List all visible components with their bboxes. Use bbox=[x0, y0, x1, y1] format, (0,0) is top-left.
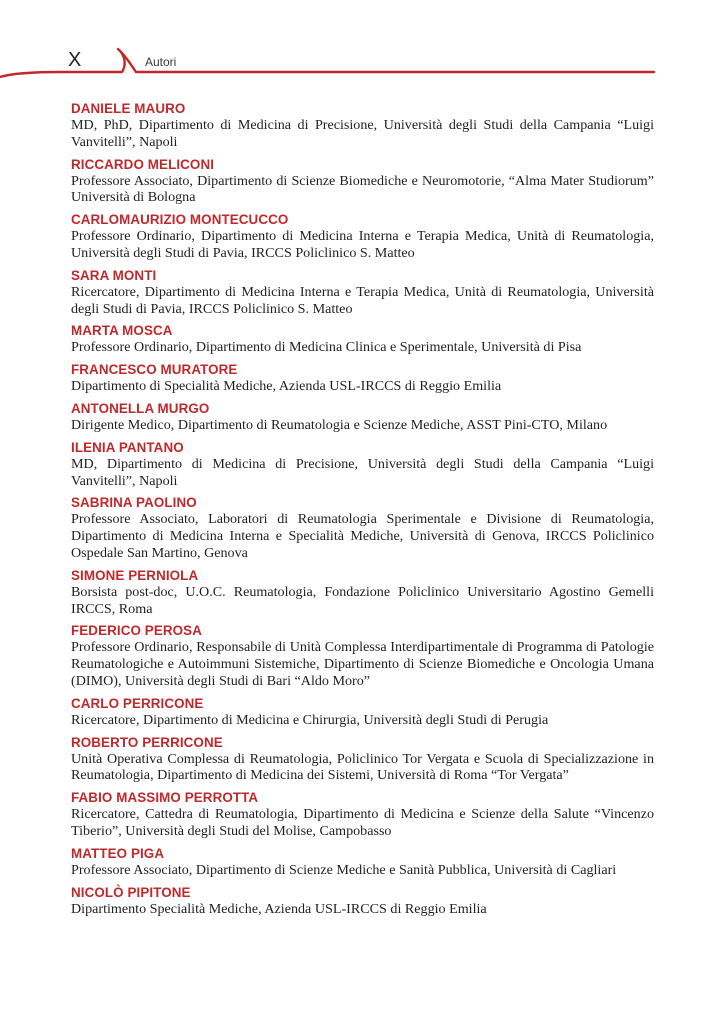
author-affiliation: Professore Associato, Dipartimento di Scienze Mediche e Sanità Pubblica, Università di Cagliari bbox=[71, 861, 617, 878]
author-affiliation: Dirigente Medico, Dipartimento di Reumatologia e Scienze Mediche, ASST Pini-CTO, Milano bbox=[71, 416, 608, 433]
author-name: SIMONE PERNIOLA bbox=[71, 567, 199, 583]
author-name: FABIO MASSIMO PERROTTA bbox=[71, 790, 259, 806]
author-name: FRANCESCO MURATORE bbox=[71, 362, 238, 378]
author-entry bbox=[71, 156, 654, 207]
author-entry bbox=[71, 567, 654, 618]
author-entry bbox=[71, 211, 654, 262]
header-rule bbox=[0, 0, 723, 90]
author-entry bbox=[71, 267, 654, 318]
author-entry bbox=[71, 400, 654, 434]
author-name: ROBERTO PERRICONE bbox=[71, 734, 223, 750]
author-entry bbox=[71, 100, 654, 151]
author-affiliation: Dipartimento di Specialità Mediche, Azienda USL-IRCCS di Reggio Emilia bbox=[71, 378, 502, 395]
section-title: Autori bbox=[145, 55, 177, 69]
author-name: CARLOMAURIZIO MONTECUCCO bbox=[71, 212, 289, 228]
author-affiliation: Borsista post-doc, U.O.C. Reumatologia, Fondazione Policlinico Universitario Agostino Gemelli IRCCS, Roma bbox=[71, 583, 654, 617]
author-name: SARA MONTI bbox=[71, 267, 157, 283]
author-affiliation: Ricercatore, Dipartimento di Medicina Interna e Terapia Medica, Unità di Reumatologia, Università degli Studi di Pavia, IRCCS Policlinico S. Matteo bbox=[71, 283, 654, 317]
author-affiliation: Dipartimento Specialità Mediche, Azienda USL-IRCCS di Reggio Emilia bbox=[71, 900, 487, 917]
author-name: ILENIA PANTANO bbox=[71, 439, 184, 455]
page-header bbox=[0, 0, 723, 90]
author-name: RICCARDO MELICONI bbox=[71, 156, 215, 172]
author-list bbox=[71, 100, 654, 922]
author-entry bbox=[71, 695, 654, 729]
author-entry bbox=[71, 439, 654, 490]
author-entry bbox=[71, 361, 654, 395]
author-name: MATTEO PIGA bbox=[71, 845, 165, 861]
author-entry bbox=[71, 845, 654, 879]
author-name: CARLO PERRICONE bbox=[71, 695, 204, 711]
author-name: SABRINA PAOLINO bbox=[71, 495, 197, 511]
author-affiliation: Professore Ordinario, Responsabile di Unità Complessa Interdipartimentale di Programma di Patologie Reumatologiche e Autoimmuni Sistemiche, Dipartimento di Scienze Biomediche e Oncologia Umana (DIMO), Università degli Studi di Bari “Aldo Moro” bbox=[71, 639, 654, 689]
author-affiliation: MD, PhD, Dipartimento di Medicina di Precisione, Università degli Studi della Campania “Luigi Vanvitelli”, Napoli bbox=[71, 117, 654, 150]
author-entry bbox=[71, 789, 654, 840]
author-name: ANTONELLA MURGO bbox=[71, 400, 210, 416]
author-affiliation: Professore Ordinario, Dipartimento di Medicina Clinica e Sperimentale, Università di Pisa bbox=[71, 339, 582, 356]
author-affiliation: Professore Ordinario, Dipartimento di Medicina Interna e Terapia Medica, Unità di Reumatologia, Università degli Studi di Pavia, IRCCS Policlinico S. Matteo bbox=[71, 228, 654, 261]
author-affiliation: Professore Associato, Laboratori di Reumatologia Sperimentale e Divisione di Reumatologia, Dipartimento di Medicina Interna e Specialità Mediche, Università di Genova, IRCCS Policlinico Ospedale San Martino, Genova bbox=[71, 511, 654, 561]
author-affiliation: MD, Dipartimento di Medicina di Precisione, Università degli Studi della Campania “Luigi Vanvitelli”, Napoli bbox=[71, 455, 654, 489]
author-entry bbox=[71, 322, 654, 356]
author-affiliation: Ricercatore, Cattedra di Reumatologia, Dipartimento di Medicina e Scienze della Salute “Vincenzo Tiberio”, Università degli Studi del Molise, Campobasso bbox=[71, 806, 654, 839]
author-entry bbox=[71, 622, 654, 689]
author-entry bbox=[71, 494, 654, 561]
author-name: FEDERICO PEROSA bbox=[71, 623, 202, 639]
author-affiliation: Professore Associato, Dipartimento di Scienze Biomediche e Neuromotorie, “Alma Mater Studiorum” Università di Bologna bbox=[71, 172, 654, 206]
page-number: X bbox=[68, 49, 82, 71]
author-affiliation: Ricercatore, Dipartimento di Medicina e Chirurgia, Università degli Studi di Perugia bbox=[71, 711, 549, 728]
author-name: NICOLÒ PIPITONE bbox=[71, 884, 191, 900]
author-affiliation: Unità Operativa Complessa di Reumatologia, Policlinico Tor Vergata e Scuola di Specializzazione in Reumatologia, Dipartimento di Medicina dei Sistemi, Università di Roma “Tor Vergata” bbox=[71, 750, 654, 784]
author-entry bbox=[71, 734, 654, 785]
author-name: DANIELE MAURO bbox=[71, 101, 186, 116]
author-entry bbox=[71, 884, 654, 918]
author-name: MARTA MOSCA bbox=[71, 323, 173, 339]
